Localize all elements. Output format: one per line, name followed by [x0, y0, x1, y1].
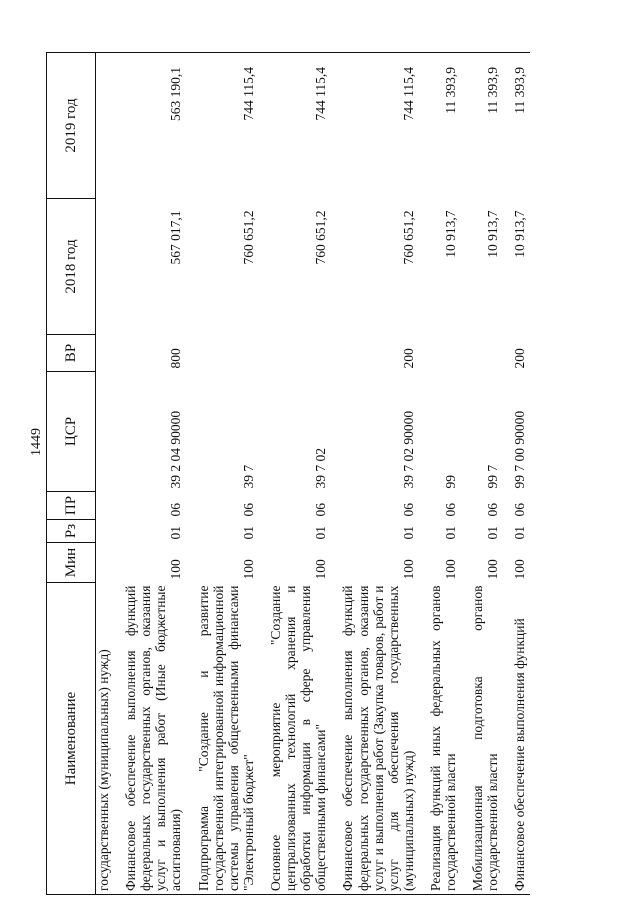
row-pr: 06 — [512, 503, 528, 517]
row-2018: 10 913,7 — [485, 210, 501, 258]
row-vr: 200 — [512, 348, 528, 369]
row-2018: 10 913,7 — [443, 210, 459, 258]
row-min: 100 — [485, 559, 501, 580]
header-vr: ВР — [47, 335, 96, 372]
table-row — [258, 53, 330, 895]
row-2019: 11 393,9 — [418, 53, 460, 199]
row-rz: 01 — [313, 526, 329, 540]
row-pr: 06 — [400, 503, 416, 517]
row-pr: 06 — [240, 503, 256, 517]
row-vr — [96, 335, 114, 372]
row-vr — [418, 335, 460, 372]
row-2018: 760 651,2 — [240, 210, 256, 265]
row-name: Финансовое обеспечение выполнения функций — [502, 583, 529, 895]
row-csr — [96, 372, 114, 492]
header-pr: ПР — [47, 492, 96, 520]
header-min: Мин — [47, 543, 96, 583]
row-csr: 99 — [443, 475, 459, 489]
row-min: 100 — [240, 559, 256, 580]
row-2019: 744 115,4 — [186, 53, 258, 199]
rotated-page — [46, 53, 592, 895]
row-vr: 200 — [400, 348, 416, 369]
row-rz: 01 — [485, 526, 501, 540]
row-vr: 800 — [168, 348, 184, 369]
row-pr: 06 — [313, 503, 329, 517]
header-csr: ЦСР — [47, 372, 96, 492]
row-csr: 99 7 — [485, 464, 501, 489]
header-2018: 2018 год — [47, 199, 96, 335]
row-csr: 99 7 00 90000 — [512, 410, 528, 489]
header-rz: Рз — [47, 520, 96, 543]
row-min: 100 — [443, 559, 459, 580]
table-row — [502, 53, 529, 895]
row-2019: 11 393,9 — [460, 53, 502, 199]
table-header-row — [47, 53, 96, 895]
row-pr: 06 — [485, 503, 501, 517]
row-2019: 563 190,1 — [113, 53, 185, 199]
table-row — [460, 53, 502, 895]
header-2019: 2019 год — [47, 53, 96, 199]
row-2019: 744 115,4 — [330, 53, 418, 199]
row-min — [96, 543, 114, 583]
row-name: Основное мероприятие "Создание централизованных технологий хранения и обработки информации в сфере управления общественными финансами" — [258, 583, 330, 895]
row-rz: 01 — [400, 526, 416, 540]
row-vr — [258, 335, 330, 372]
row-min: 100 — [168, 559, 184, 580]
row-name: Финансовое обеспечение выполнения функций федеральных государственных органов, оказания услуг и выполнения работ (Иные бюджетные ассигнования) — [113, 583, 185, 895]
row-2019 — [96, 53, 114, 199]
row-csr: 39 7 02 90000 — [400, 410, 416, 489]
row-min: 100 — [400, 559, 416, 580]
table-row — [96, 53, 114, 895]
row-2019: 744 115,4 — [258, 53, 330, 199]
row-vr — [186, 335, 258, 372]
row-pr: 06 — [168, 503, 184, 517]
row-2018: 567 017,1 — [168, 210, 184, 265]
row-2018: 10 913,7 — [512, 210, 528, 258]
row-2018 — [96, 199, 114, 335]
row-name: Подпрограмма "Создание и развитие государственной интегрированной информационной системы управления общественными финансами "Электронный бюджет" — [186, 583, 258, 895]
row-rz: 01 — [512, 526, 528, 540]
row-rz: 01 — [168, 526, 184, 540]
row-name: Финансовое обеспечение выполнения функций федеральных государственных органов, оказания услуг и выполнения работ (Закупка товаров, работ и услуг для обеспечения государственных (муниципальных) нужд) — [330, 583, 418, 895]
table-row — [113, 53, 185, 895]
table-row — [330, 53, 418, 895]
row-csr: 39 7 — [240, 464, 256, 489]
row-2019: 11 393,9 — [502, 53, 529, 199]
table-row — [418, 53, 460, 895]
row-min: 100 — [313, 559, 329, 580]
budget-table — [46, 52, 530, 895]
row-rz: 01 — [443, 526, 459, 540]
row-2018: 760 651,2 — [400, 210, 416, 265]
row-pr — [96, 492, 114, 520]
row-name: Мобилизационная подготовка органов государственной власти — [460, 583, 502, 895]
row-csr: 39 7 02 — [313, 448, 329, 489]
row-name: Реализация функций иных федеральных органов государственной власти — [418, 583, 460, 895]
row-2018: 760 651,2 — [313, 210, 329, 265]
page-number: 1449 — [29, 428, 44, 456]
row-csr: 39 2 04 90000 — [168, 410, 184, 489]
row-vr — [460, 335, 502, 372]
row-rz: 01 — [240, 526, 256, 540]
row-pr: 06 — [443, 503, 459, 517]
row-name: государственных (муниципальных) нужд) — [96, 583, 114, 895]
row-min: 100 — [512, 559, 528, 580]
table-row — [186, 53, 258, 895]
row-rz — [96, 520, 114, 543]
header-name: Наименование — [47, 583, 96, 895]
